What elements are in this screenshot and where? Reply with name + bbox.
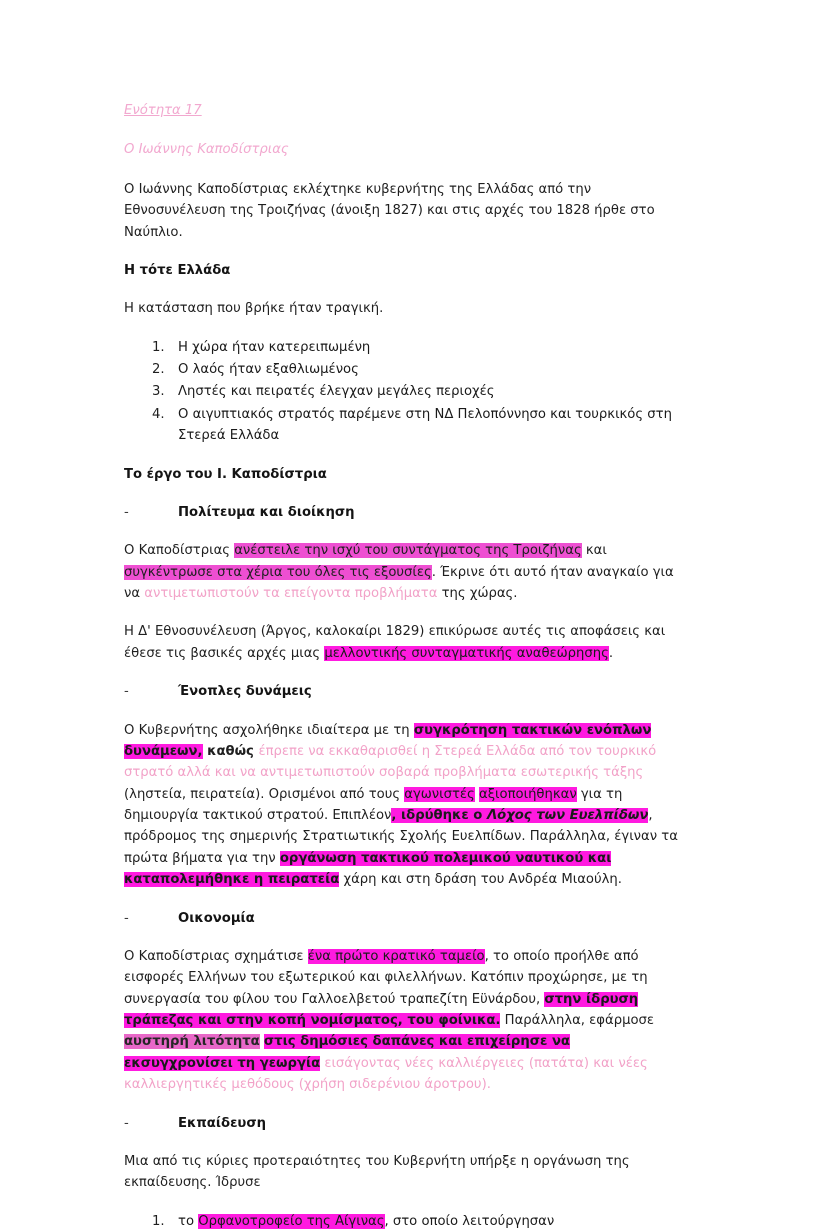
highlight-run: αγωνιστές: [404, 786, 475, 802]
dash-bullet-icon: -: [124, 684, 129, 700]
highlight-run: ανέστειλε την ισχύ του συντάγματος της Τροιζήνας: [234, 543, 582, 559]
text-run: της χώρας.: [437, 586, 518, 601]
section-heading-greece: Η τότε Ελλάδα: [124, 262, 231, 278]
text-run: Ο Καποδίστριας σχημάτισε: [124, 948, 308, 964]
list-item: Ο λαός ήταν εξαθλιωμένος: [178, 362, 359, 377]
highlight-run: Ορφανοτροφείο της Αίγινας: [198, 1213, 385, 1229]
subsection-label: Εκπαίδευση: [178, 1115, 266, 1131]
highlight-italic-run: Λόχος των Ευελπίδων: [486, 808, 649, 823]
list-item: [124, 1211, 680, 1232]
intro-paragraph: Ο Ιωάννης Καποδίστριας εκλέχτηκε κυβερνήτης της Ελλάδας από την Εθνοσυνέλευση της Τροιζήνας (άνοιξη 1827) και στις αρχές του 1828 ήρθε στο Ναύπλιο.: [124, 181, 655, 240]
dash-bullet-icon: -: [124, 910, 129, 926]
text-run: (ληστεία, πειρατεία). Ορισμένοι από τους: [124, 786, 405, 802]
text-run: και: [581, 543, 607, 559]
subsection-label: Οικονομία: [178, 910, 255, 926]
highlight-run: στην ίδρυση τράπεζας και στην κοπή νομίσματος, του φοίνικα.: [124, 991, 639, 1028]
text-run: Η Δ' Εθνοσυνέλευση (Άργος, καλοκαίρι 1829) επικύρωσε αυτές τις αποφάσεις και έθεσε τις βασικές αρχές μιας: [124, 624, 666, 661]
subsection-label: Πολίτευμα και διοίκηση: [178, 504, 355, 520]
highlight-run: , ιδρύθηκε ο: [391, 808, 487, 823]
text-run: , το οποίο προήλθε από εισφορές Ελλήνων του εξωτερικού και φιλελλήνων. Κατόπιν προχώρησε, με τη συνεργασία του φίλου του Γαλλοελβετού τραπεζίτη Εϋνάρδου,: [124, 948, 648, 1007]
document-body: [124, 100, 680, 1232]
text-run: , στο οποίο λειτούργησαν: [384, 1213, 555, 1229]
pink-text-run: αντιμετωπιστούν τα επείγοντα προβλήματα: [144, 586, 438, 601]
highlight-run: μελλοντικής συνταγματικής αναθεώρησης: [324, 645, 609, 661]
list-item: Η χώρα ήταν κατερειπωμένη: [178, 339, 371, 355]
text-run: Ο Καποδίστριας: [124, 543, 235, 559]
text-run: καθώς: [202, 743, 259, 759]
education-paragraph-1: Μια από τις κύριες προτεραιότητες του Κυβερνήτη υπήρξε η οργάνωση της εκπαίδευσης. Ίδρυσε: [124, 1153, 630, 1191]
dash-bullet-icon: -: [124, 504, 129, 520]
subsection-label: Ένοπλες δυνάμεις: [178, 684, 312, 700]
subsection-heading-economy: [124, 908, 680, 929]
text-run: για τη δημιουργία τακτικού στρατού. Επιπλέον: [124, 786, 623, 823]
politics-paragraph-1: [124, 540, 680, 604]
section-heading-work: Το έργο του Ι. Καποδίστρια: [124, 466, 327, 482]
subsection-heading-politics: [124, 502, 680, 523]
highlight-run: οργάνωση τακτικού πολεμικού ναυτικού και καταπολεμήθηκε η πειρατεία: [124, 850, 612, 888]
text-run: το: [178, 1213, 199, 1229]
subsection-heading-forces: [124, 681, 680, 702]
greece-intro-paragraph: Η κατάσταση που βρήκε ήταν τραγική.: [124, 301, 384, 317]
highlight-run: αυστηρή λιτότητα: [124, 1034, 260, 1050]
text-run: , πρόδρομος της σημερινής Στρατιωτικής Σχολής Ευελπίδων. Παράλληλα, έγιναν τα πρώτα βήματα για την: [124, 808, 678, 866]
text-run: Παράλληλα, εφάρμοσε: [500, 1013, 655, 1028]
document-title-link[interactable]: Ο Ιωάννης Καποδίστριας: [124, 142, 289, 158]
economy-paragraph-1: [124, 946, 680, 1096]
text-run: χάρη και στη δράση του Ανδρέα Μιαούλη.: [339, 872, 622, 888]
forces-paragraph-1: [124, 720, 680, 891]
pink-text-run: εισάγοντας νέες καλλιέργειες (πατάτα) και νέες καλλιεργητικές μεθόδους (χρήση σιδερένιου άροτρου).: [124, 1055, 648, 1093]
unit-link[interactable]: Ενότητα 17: [124, 103, 202, 118]
list-item: Ο αιγυπτιακός στρατός παρέμενε στη ΝΔ Πελοπόννησο και τουρκικός στη Στερεά Ελλάδα: [178, 406, 672, 444]
highlight-run: συγκρότηση τακτικών ενόπλων δυνάμεων,: [124, 722, 652, 759]
highlight-run: αξιοποιήθηκαν: [479, 786, 577, 802]
text-run: Ο Κυβερνήτης ασχολήθηκε ιδιαίτερα με τη: [124, 722, 414, 738]
text-run: . Έκρινε ότι αυτό ήταν αναγκαίο για να: [124, 564, 674, 601]
subsection-heading-education: [124, 1113, 680, 1134]
text-run: .: [608, 645, 614, 661]
list-item: Ληστές και πειρατές έλεγχαν μεγάλες περιοχές: [178, 384, 495, 400]
dash-bullet-icon: -: [124, 1115, 129, 1131]
highlight-run: στις δημόσιες δαπάνες και επιχείρησε να εκσυγχρονίσει τη γεωργία: [124, 1034, 570, 1071]
pink-text-run: έπρεπε να εκκαθαρισθεί η Στερεά Ελλάδα από τον τουρκικό στρατό αλλά και να αντιμετωπιστούν σοβαρά προβλήματα εσωτερικής τάξης: [124, 743, 657, 781]
greece-condition-list: [124, 337, 680, 447]
highlight-run: συγκέντρωσε στα χέρια του όλες τις εξουσίες: [124, 564, 432, 580]
politics-paragraph-2: [124, 621, 680, 664]
education-list: [124, 1211, 680, 1232]
highlight-run: ένα πρώτο κρατικό ταμείο: [307, 948, 485, 964]
